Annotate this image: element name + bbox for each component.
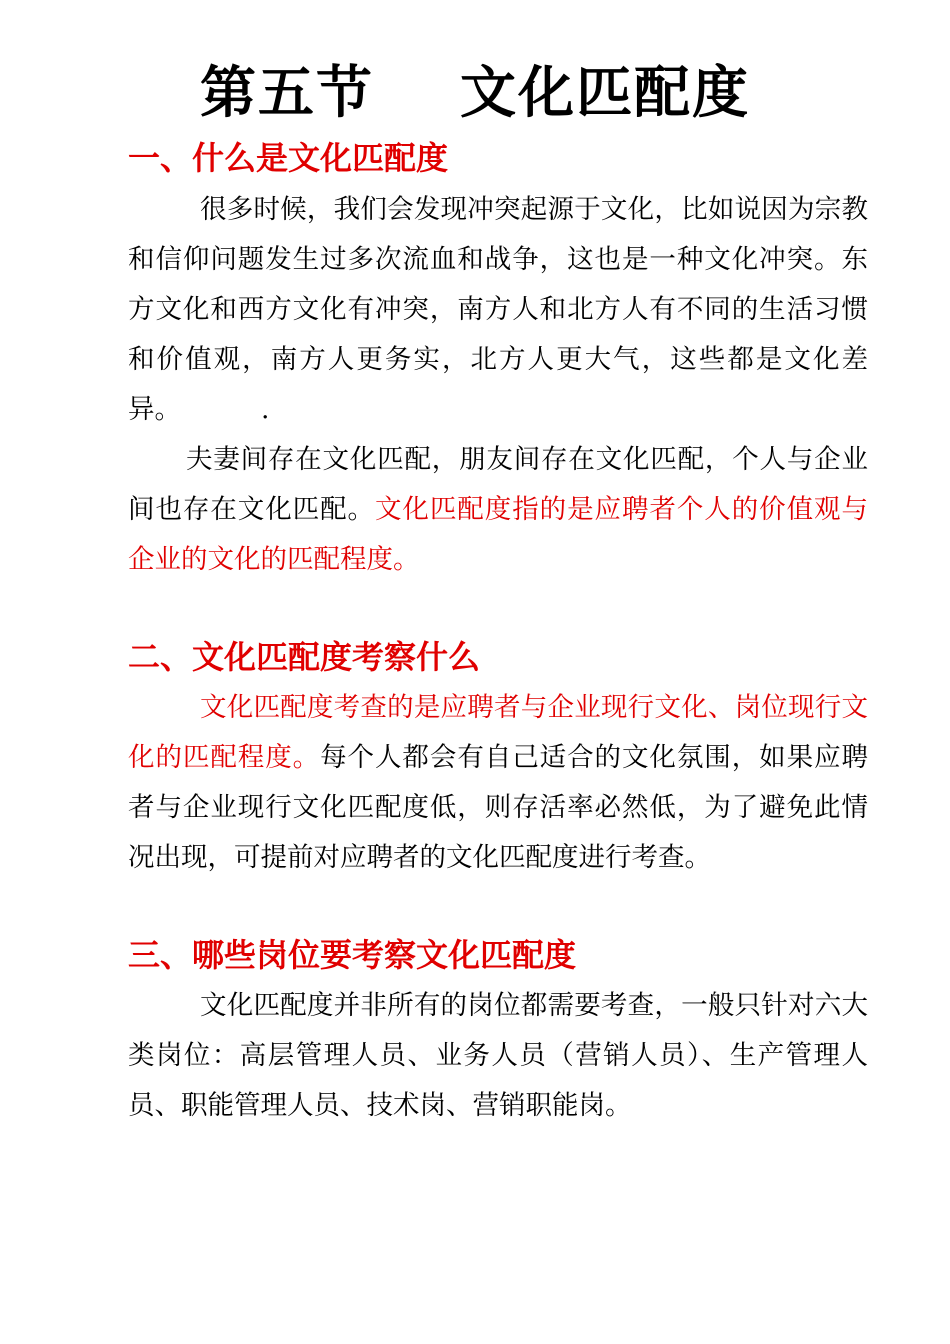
section-2-paragraph-1-text: 每个人都会有自己适合的文化氛围，如果应聘者与企业现行文化匹配度低，则存活率必然低，为了避免此情况出现，可提前对应聘者的文化匹配度进行考查。 bbox=[128, 742, 869, 873]
section-3-heading: 三、哪些岗位要考察文化匹配度 bbox=[128, 936, 577, 974]
section-3-paragraph-1: 文化匹配度并非所有的岗位都需要考查，一般只针对六大类岗位：高层管理人员、业务人员（营销人员）、生产管理人员、职能管理人员、技术岗、营销职能岗。 bbox=[128, 990, 868, 1121]
section-2-heading: 二、文化匹配度考察什么 bbox=[128, 638, 481, 676]
stray-dot-mark: . bbox=[261, 394, 270, 425]
section-1-heading: 一、什么是文化匹配度 bbox=[128, 139, 449, 177]
section-1-paragraph-1 bbox=[128, 185, 868, 435]
section-1-paragraph-1-text: 很多时候，我们会发现冲突起源于文化，比如说因为宗教和信仰问题发生过多次流血和战争，这也是一种文化冲突。东方文化和西方文化有冲突，南方人和北方人有不同的生活习惯和价值观，南方人更务实，北方人更大气，这些都是文化差异。 bbox=[128, 194, 868, 425]
section-1-paragraph-2-text: 夫妻间存在文化匹配，朋友间存在文化匹配，个人与企业间也存在文化匹配。 bbox=[128, 444, 868, 525]
page-title: 第五节 文化匹配度 bbox=[200, 61, 750, 126]
section-2-paragraph-1 bbox=[128, 683, 868, 883]
section-2-definition-highlight: 文化匹配度考查的是应聘者与企业现行文化、岗位现行文化的匹配程度。 bbox=[128, 692, 868, 773]
section-1-paragraph-2 bbox=[128, 435, 868, 585]
section-1-definition-highlight: 文化匹配度指的是应聘者个人的价值观与企业的文化的匹配程度。 bbox=[128, 494, 869, 575]
